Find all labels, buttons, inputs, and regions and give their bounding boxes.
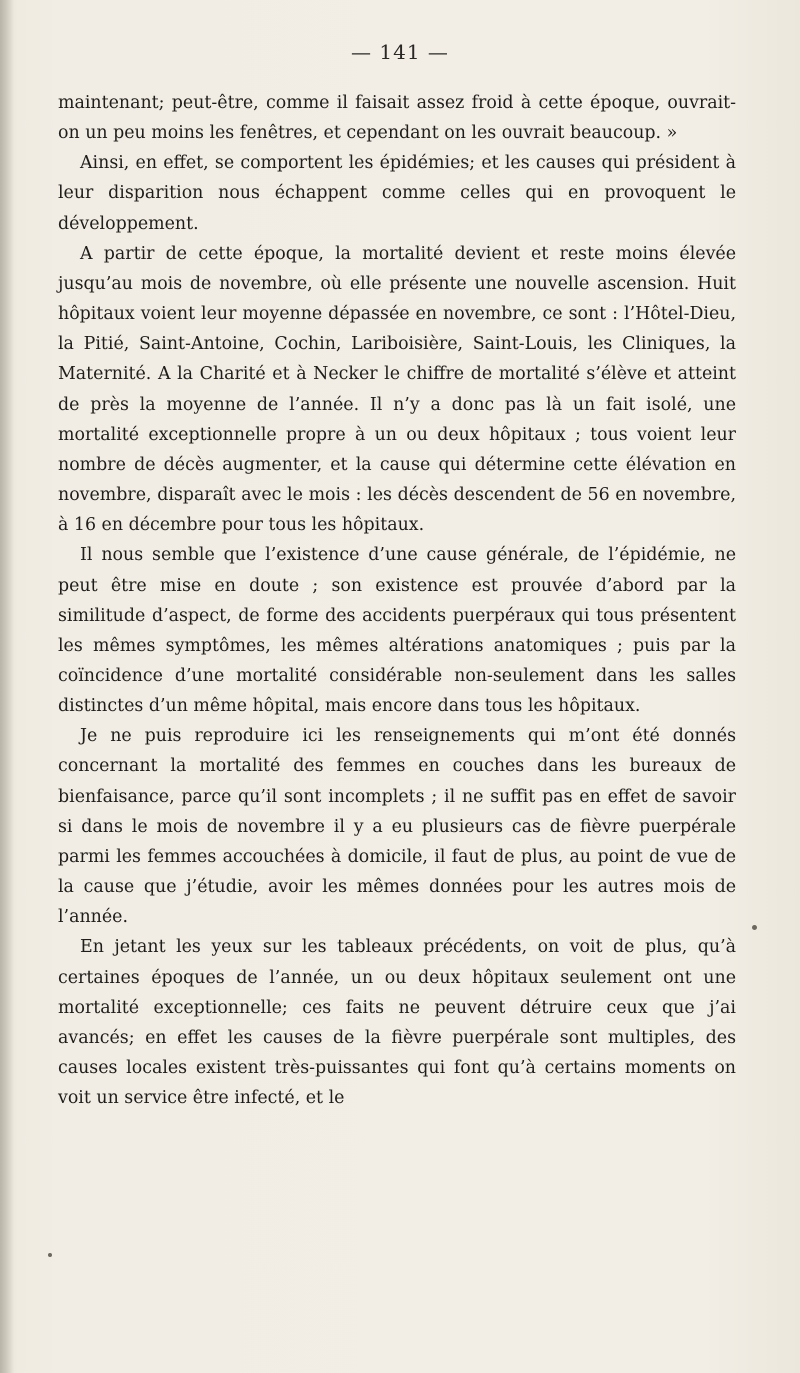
body-text [58, 88, 736, 1113]
page-number: — 141 — [351, 40, 449, 64]
paragraph-4: Il nous semble que l’existence d’une cause générale, de l’épidémie, ne peut être mise en doute ; son existence est prouvée d’abord par la similitude d’aspect, de forme des accidents puerpéraux qui tous présentent les mêmes symptômes, les mêmes altérations anatomiques ; puis par la coïncidence d’une mortalité considérable non-seulement dans les salles distinctes d’un même hôpital, mais encore dans tous les hôpitaux. [58, 545, 736, 717]
paragraph-1: maintenant; peut-être, comme il faisait assez froid à cette époque, ouvrait-on un peu moins les fenêtres, et cependant on les ouvrait beaucoup. » [58, 93, 736, 144]
margin-speck [48, 1253, 52, 1257]
paragraph-5: Je ne puis reproduire ici les renseignements qui m’ont été donnés concernant la mortalité des femmes en couches dans les bureaux de bienfaisance, parce qu’il sont incomplets ; il ne suffit pas en effet de savoir si dans le mois de novembre il y a eu plusieurs cas de fièvre puerpérale parmi les femmes accouchées à domicile, il faut de plus, au point de vue de la cause que j’étudie, avoir les mêmes données pour les autres mois de l’année. [58, 726, 736, 928]
page-binding-shadow [0, 0, 14, 1373]
paragraph-3: A partir de cette époque, la mortalité devient et reste moins élevée jusqu’au mois de novembre, où elle présente une nouvelle ascension. Huit hôpitaux voient leur moyenne dépassée en novembre, ce sont : l’Hôtel-Dieu, la Pitié, Saint-Antoine, Cochin, Lariboisière, Saint-Louis, les Cliniques, la Maternité. A la Charité et à Necker le chiffre de mortalité s’élève et atteint de près la moyenne de l’année. Il n’y a donc pas là un fait isolé, une mortalité exceptionnelle propre à un ou deux hôpitaux ; tous voient leur nombre de décès augmenter, et la cause qui détermine cette élévation en novembre, disparaît avec le mois : les décès descendent de 56 en novembre, à 16 en décembre pour tous les hôpitaux. [58, 243, 736, 536]
margin-speck [752, 925, 757, 930]
paragraph-6: En jetant les yeux sur les tableaux précédents, on voit de plus, qu’à certaines époques de l’année, un ou deux hôpitaux seulement ont une mortalité exceptionnelle; ces faits ne peuvent détruire ceux que j’ai avancés; en effet les causes de la fièvre puerpérale sont multiples, des causes locales existent très-puissantes qui font qu’à certains moments on voit un service être infecté, et le [58, 937, 736, 1109]
paragraph-2: Ainsi, en effet, se comportent les épidémies; et les causes qui président à leur disparition nous échappent comme celles qui en provoquent le développement. [58, 153, 736, 234]
